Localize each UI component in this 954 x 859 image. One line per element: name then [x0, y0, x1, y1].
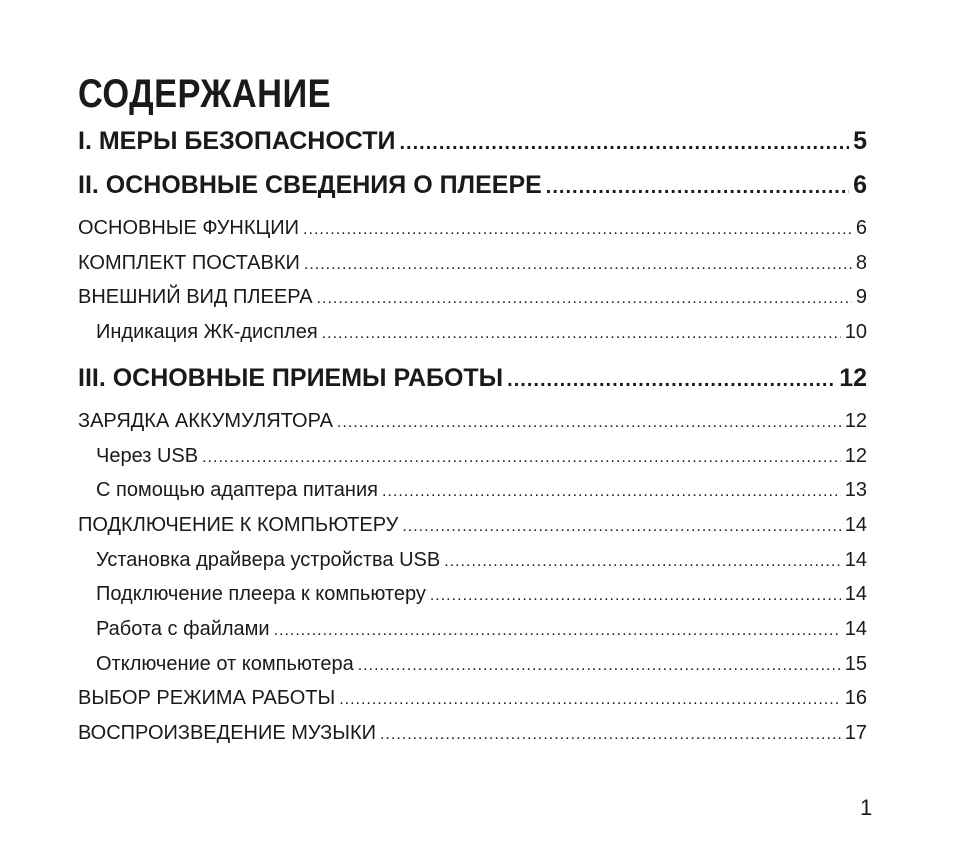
- toc-entry-page: 8: [855, 251, 867, 274]
- toc-entry[interactable]: [78, 316, 867, 351]
- dot-leader: [507, 365, 835, 395]
- toc-entry-page: 14: [844, 583, 867, 606]
- toc-entry-page: 10: [844, 321, 867, 344]
- dot-leader: [444, 545, 841, 579]
- toc-entry-label: Установка драйвера устройства USB: [96, 548, 441, 571]
- toc-entry-page: 14: [844, 548, 867, 571]
- toc-entry-label: Отключение от компьютера: [96, 652, 354, 675]
- dot-leader: [202, 441, 841, 475]
- dot-leader: [339, 683, 841, 717]
- toc-entry-label: Индикация ЖК-дисплея: [96, 321, 318, 344]
- toc-entry-page: 17: [844, 722, 867, 745]
- toc-entry-label: ВНЕШНИЙ ВИД ПЛЕЕРА: [78, 286, 313, 309]
- toc-entry-page: 16: [844, 687, 867, 710]
- toc-entry-label: ПОДКЛЮЧЕНИЕ К КОМПЬЮТЕРУ: [78, 513, 399, 536]
- toc-entry[interactable]: [78, 509, 867, 544]
- toc-entry-label: I. МЕРЫ БЕЗОПАСНОСТИ: [78, 127, 396, 155]
- toc-entry-page: 12: [844, 409, 867, 432]
- toc-page: [78, 70, 867, 752]
- dot-leader: [358, 649, 841, 683]
- toc-entry-label: ВОСПРОИЗВЕДЕНИЕ МУЗЫКИ: [78, 722, 376, 745]
- page-number: 1: [860, 795, 873, 820]
- toc-entry[interactable]: [78, 212, 867, 247]
- toc-entry-page: 9: [855, 286, 867, 309]
- toc-entry-label: ВЫБОР РЕЖИМА РАБОТЫ: [78, 687, 336, 710]
- toc-entry[interactable]: [78, 405, 867, 440]
- dot-leader: [382, 475, 841, 509]
- toc-entry-page: 15: [844, 652, 867, 675]
- toc-entry-label: КОМПЛЕКТ ПОСТАВКИ: [78, 251, 300, 274]
- toc-entry-label: Подключение плеера к компьютеру: [96, 583, 426, 606]
- dot-leader: [322, 317, 841, 351]
- toc-entry-page: 6: [853, 171, 867, 199]
- dot-leader: [402, 510, 840, 544]
- dot-leader: [274, 614, 841, 648]
- toc-entry[interactable]: [78, 544, 867, 579]
- dot-leader: [380, 718, 841, 752]
- dot-leader: [337, 406, 841, 440]
- dot-leader: [304, 248, 852, 282]
- toc-entry[interactable]: [78, 363, 867, 395]
- toc-entry-page: 6: [855, 217, 867, 239]
- toc-entry[interactable]: [78, 474, 867, 509]
- dot-leader: [546, 172, 849, 202]
- toc-entry-label: III. ОСНОВНЫЕ ПРИЕМЫ РАБОТЫ: [78, 363, 504, 392]
- toc-entry[interactable]: [78, 648, 867, 683]
- toc-entry-label: ОСНОВНЫЕ ФУНКЦИИ: [78, 217, 300, 239]
- toc-entry[interactable]: [78, 578, 867, 613]
- page-title: СОДЕРЖАНИЕ: [78, 72, 331, 116]
- toc-entry[interactable]: [78, 682, 867, 717]
- dot-leader: [317, 282, 852, 316]
- toc-entry[interactable]: [78, 170, 867, 202]
- toc-entry-page: 12: [839, 363, 867, 392]
- toc-entry-page: 14: [844, 618, 867, 641]
- toc-entry-page: 13: [844, 479, 867, 502]
- toc-entry-label: С помощью адаптера питания: [96, 479, 378, 502]
- toc-entry[interactable]: [78, 126, 867, 158]
- toc-entry[interactable]: [78, 717, 867, 752]
- toc-entry-label: ЗАРЯДКА АККУМУЛЯТОРА: [78, 409, 333, 432]
- toc-entry[interactable]: [78, 247, 867, 282]
- toc-entry-page: 5: [853, 127, 867, 155]
- toc-entry[interactable]: [78, 613, 867, 648]
- toc-entry-page: 12: [844, 444, 867, 467]
- dot-leader: [303, 213, 852, 247]
- toc-entry-label: Работа с файлами: [96, 618, 270, 641]
- toc-entry-page: 14: [844, 513, 867, 536]
- toc-entry[interactable]: [78, 281, 867, 316]
- table-of-contents: [78, 126, 867, 752]
- dot-leader: [430, 579, 841, 613]
- toc-entry[interactable]: [78, 440, 867, 475]
- toc-entry-label: II. ОСНОВНЫЕ СВЕДЕНИЯ О ПЛЕЕРЕ: [78, 171, 542, 199]
- toc-entry-label: Через USB: [96, 444, 199, 467]
- dot-leader: [399, 128, 849, 158]
